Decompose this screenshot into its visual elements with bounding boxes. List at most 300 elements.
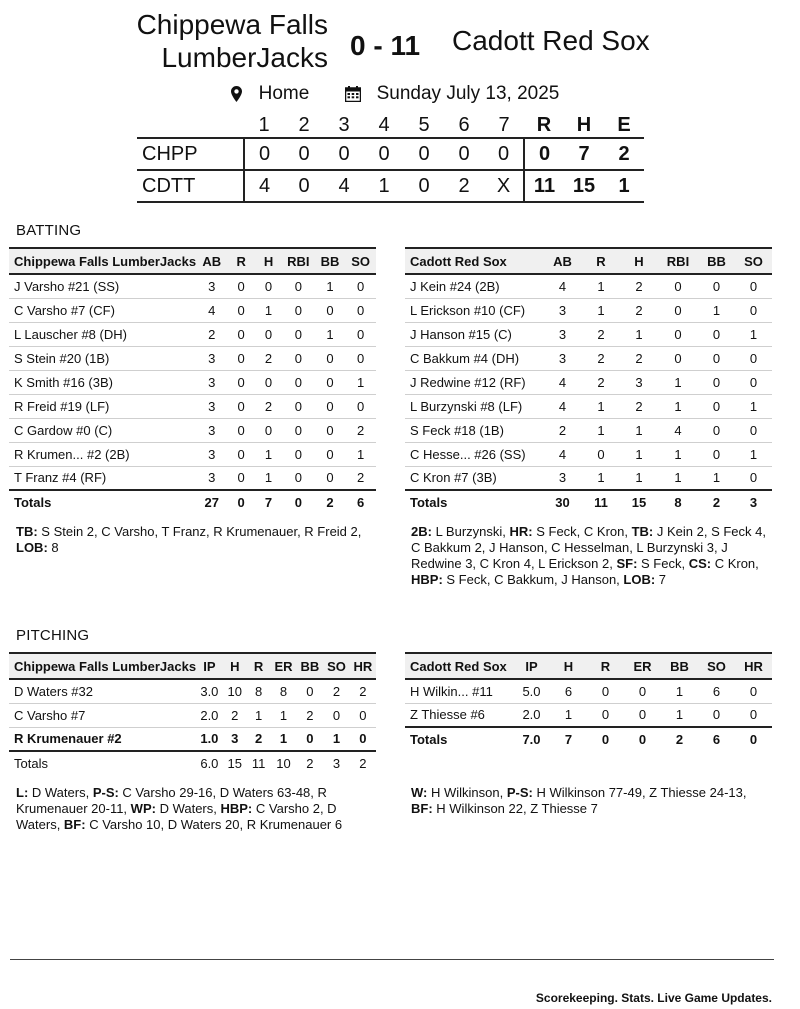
stat-value: 0 (698, 322, 735, 346)
note-label: 2B: (411, 524, 432, 539)
inning-2-header: 2 (298, 113, 310, 136)
stat-value: 1 (550, 703, 587, 727)
table-row (405, 346, 772, 370)
column-header: R (582, 248, 620, 274)
location (231, 83, 320, 105)
stat-value: 4 (543, 370, 582, 394)
stat-value: 0 (315, 418, 346, 442)
final-score: 0 - 11 (350, 30, 421, 61)
stat-value: 0 (698, 274, 735, 298)
stat-value: 0 (282, 370, 315, 394)
stat-value: 0 (698, 394, 735, 418)
player-name: C Varsho #7 (9, 703, 196, 727)
linescore-table (137, 113, 644, 203)
stat-value: 0 (735, 418, 772, 442)
stat-value: 0 (624, 679, 661, 703)
stat-value: 1 (658, 442, 698, 466)
stat-value: 1 (582, 394, 620, 418)
inning-score: 0 (284, 138, 324, 170)
stat-value: 0 (227, 466, 255, 490)
table-row (405, 298, 772, 322)
stat-value: 0 (735, 727, 772, 751)
stat-value: 0 (315, 394, 346, 418)
game-header (0, 8, 800, 78)
linescore-row-away (137, 170, 644, 202)
note-label: TB: (631, 524, 654, 539)
note-text: S Feck, C Bakkum, J Hanson, (442, 572, 624, 587)
player-name: C Bakkum #4 (DH) (405, 346, 543, 370)
note-label: WP: (130, 801, 156, 816)
stat-value: 0 (227, 370, 255, 394)
linescore-team: CDTT (137, 170, 244, 202)
stat-value: 2 (345, 466, 376, 490)
inning-4-header: 4 (378, 113, 390, 136)
note-text: J Kein 2, S Feck 4, C Bakkum 2, J Hanson, C Hesselman, L Burzynski 3, J Redwine 3, C Kron 4, L Erickson 2, (411, 524, 766, 571)
stat-value: 10 (270, 751, 296, 775)
column-header: SO (323, 653, 350, 679)
stat-value: 2 (620, 298, 658, 322)
footer-tagline: Scorekeeping. Stats. Live Game Updates. (535, 991, 772, 1005)
linescore-team: CHPP (137, 138, 244, 170)
linescore-row-home (137, 138, 644, 170)
total-runs: 11 (524, 170, 564, 202)
stat-value: 0 (255, 274, 282, 298)
stat-value: 2 (297, 751, 324, 775)
player-name: J Varsho #21 (SS) (9, 274, 196, 298)
stat-value: 1 (735, 442, 772, 466)
stat-value: 0 (227, 322, 255, 346)
inning-score: 0 (284, 170, 324, 202)
stat-value: 3 (543, 346, 582, 370)
note-label: TB: (16, 524, 38, 539)
player-name: T Franz #4 (RF) (9, 466, 196, 490)
table-row (405, 490, 772, 514)
stat-value: 4 (543, 274, 582, 298)
pitching-notes-away (411, 785, 771, 817)
inning-6-header: 6 (458, 113, 470, 136)
stat-value: 3 (196, 466, 227, 490)
away-team-name: Cadott Red Sox (452, 25, 650, 56)
stat-value: 0 (297, 679, 324, 703)
errors-header: E (617, 113, 631, 136)
player-name: C Varsho #7 (CF) (9, 298, 196, 322)
inning-score: 0 (244, 138, 284, 170)
table-row (9, 466, 376, 490)
player-name: J Redwine #12 (RF) (405, 370, 543, 394)
column-header: R (247, 653, 271, 679)
stat-value: 11 (247, 751, 271, 775)
note-label: SF: (616, 556, 638, 571)
note-label: CS: (688, 556, 712, 571)
column-header: SO (345, 248, 376, 274)
stat-value: 3 (196, 346, 227, 370)
stat-value: 0 (282, 490, 315, 514)
stat-value: 0 (282, 466, 315, 490)
player-name: R Freid #19 (LF) (9, 394, 196, 418)
note-text: H Wilkinson 77-49, Z Thiesse 24-13, (532, 785, 747, 800)
note-text: S Stein 2, C Varsho, T Franz, R Krumenauer, R Freid 2, (37, 524, 362, 539)
stat-value: 1 (247, 703, 271, 727)
stat-value: 0 (345, 274, 376, 298)
stat-value: 0 (735, 298, 772, 322)
stat-value: 2 (255, 346, 282, 370)
date-text: Sunday July 13, 2025 (376, 83, 560, 104)
stat-value: 3 (196, 370, 227, 394)
inning-score: 0 (404, 170, 444, 202)
stat-value: 1 (620, 418, 658, 442)
stat-value: 1 (255, 466, 282, 490)
stat-value: 0 (698, 442, 735, 466)
column-header: BB (661, 653, 698, 679)
stat-value: 0 (624, 727, 661, 751)
stat-value: 0 (582, 442, 620, 466)
stat-value: 1 (661, 679, 698, 703)
stat-value: 0 (345, 298, 376, 322)
stat-value: 1 (735, 394, 772, 418)
table-row (405, 679, 772, 703)
stat-value: 5.0 (513, 679, 550, 703)
note-text: D Waters, (155, 801, 221, 816)
stat-value: 3 (223, 727, 247, 751)
note-label: L: (16, 785, 29, 800)
team-name-header: Chippewa Falls LumberJacks (9, 248, 196, 274)
stat-value: 3 (196, 418, 227, 442)
table-row (9, 394, 376, 418)
stat-value: 1 (582, 466, 620, 490)
stat-value: 3 (735, 490, 772, 514)
stat-value: 1 (345, 442, 376, 466)
stat-value: 7 (255, 490, 282, 514)
note-text: H Wilkinson 22, Z Thiesse 7 (432, 801, 598, 816)
note-text: C Kron, (711, 556, 759, 571)
stat-value: 2 (350, 679, 376, 703)
stat-value: 1 (661, 703, 698, 727)
stat-value: 7.0 (513, 727, 550, 751)
stat-value: 0 (255, 322, 282, 346)
table-row (9, 418, 376, 442)
player-name: L Burzynski #8 (LF) (405, 394, 543, 418)
stat-value: 2 (698, 490, 735, 514)
stat-value: 1 (698, 466, 735, 490)
stat-value: 0 (735, 466, 772, 490)
stat-value: 0 (698, 346, 735, 370)
column-header: H (620, 248, 658, 274)
stat-value: 10 (223, 679, 247, 703)
stat-value: 2 (345, 418, 376, 442)
column-header: BB (297, 653, 324, 679)
stat-value: 2.0 (513, 703, 550, 727)
stat-value: 1 (658, 466, 698, 490)
stat-value: 0 (735, 703, 772, 727)
stat-value: 0 (698, 418, 735, 442)
stat-value: 0 (587, 703, 624, 727)
pitching-table-away (405, 652, 772, 751)
player-name: Z Thiesse #6 (405, 703, 513, 727)
stat-value: 0 (735, 346, 772, 370)
linescore-header (137, 113, 644, 138)
table-row (405, 274, 772, 298)
table-row (405, 466, 772, 490)
stat-value: 1 (323, 727, 350, 751)
player-name: Totals (9, 490, 196, 514)
note-label: LOB: (16, 540, 48, 555)
column-header: ER (624, 653, 661, 679)
stat-value: 0 (227, 274, 255, 298)
location-text: Home (258, 83, 310, 104)
stat-value: 0 (658, 346, 698, 370)
inning-score: 4 (244, 170, 284, 202)
stat-value: 2 (323, 679, 350, 703)
batting-table-home (9, 247, 376, 514)
stat-value: 2 (620, 394, 658, 418)
stat-value: 27 (196, 490, 227, 514)
column-header: RBI (658, 248, 698, 274)
stat-value: 4 (196, 298, 227, 322)
inning-score: 0 (484, 138, 524, 170)
column-header: HR (735, 653, 772, 679)
stat-value: 0 (255, 370, 282, 394)
player-name: S Feck #18 (1B) (405, 418, 543, 442)
note-text: C Varsho 29-16, D Waters 63-48, R Krumenauer 20-11, (16, 785, 327, 816)
stat-value: 0 (282, 346, 315, 370)
player-name: C Hesse... #26 (SS) (405, 442, 543, 466)
note-text: C Varsho 2, D Waters, (16, 801, 337, 832)
inning-3-header: 3 (338, 113, 350, 136)
stat-value: 0 (698, 703, 735, 727)
column-header: SO (735, 248, 772, 274)
team-name-header: Chippewa Falls LumberJacks (9, 653, 196, 679)
note-label: P-S: (92, 785, 119, 800)
column-header: RBI (282, 248, 315, 274)
stat-value: 1 (620, 322, 658, 346)
inning-score: X (484, 170, 524, 202)
column-header: BB (698, 248, 735, 274)
column-header: H (550, 653, 587, 679)
stat-value: 0 (282, 274, 315, 298)
stat-value: 8 (270, 679, 296, 703)
inning-score: 1 (364, 170, 404, 202)
stat-value: 6.0 (196, 751, 223, 775)
stat-value: 0 (345, 346, 376, 370)
stat-value: 0 (255, 418, 282, 442)
table-row (9, 322, 376, 346)
stat-value: 1 (582, 274, 620, 298)
table-row (9, 679, 376, 703)
column-header: H (223, 653, 247, 679)
stat-value: 2 (247, 727, 271, 751)
note-text: L Burzynski, (431, 524, 510, 539)
stat-value: 2 (620, 346, 658, 370)
stat-value: 2 (350, 751, 376, 775)
player-name: Totals (405, 490, 543, 514)
batting-header-row (405, 248, 772, 274)
stat-value: 1 (582, 418, 620, 442)
batting-notes-away (411, 524, 771, 588)
stat-value: 0 (735, 370, 772, 394)
note-label: BF: (411, 801, 433, 816)
stat-value: 0 (698, 370, 735, 394)
stat-value: 0 (658, 298, 698, 322)
column-header: R (587, 653, 624, 679)
batting-table-away (405, 247, 772, 514)
note-text: D Waters, (28, 785, 93, 800)
stat-value: 0 (227, 298, 255, 322)
note-text: C Varsho 10, D Waters 20, R Krumenauer 6 (85, 817, 343, 832)
stat-value: 6 (550, 679, 587, 703)
stat-value: 0 (658, 274, 698, 298)
stat-value: 0 (227, 346, 255, 370)
column-header: IP (513, 653, 550, 679)
column-header: ER (270, 653, 296, 679)
stat-value: 15 (620, 490, 658, 514)
stat-value: 1.0 (196, 727, 223, 751)
stat-value: 2 (661, 727, 698, 751)
stat-value: 0 (323, 703, 350, 727)
runs-header: R (536, 113, 552, 136)
stat-value: 2 (196, 322, 227, 346)
stat-value: 3 (196, 394, 227, 418)
column-header: H (255, 248, 282, 274)
stat-value: 0 (227, 394, 255, 418)
stat-value: 7 (550, 727, 587, 751)
pitching-notes-home (16, 785, 378, 833)
stat-value: 6 (698, 727, 735, 751)
inning-score: 0 (324, 138, 364, 170)
column-header: R (227, 248, 255, 274)
stat-value: 0 (227, 442, 255, 466)
player-name: H Wilkin... #11 (405, 679, 513, 703)
stat-value: 1 (345, 370, 376, 394)
stat-value: 2 (582, 346, 620, 370)
stat-value: 0 (315, 346, 346, 370)
table-row (9, 727, 376, 751)
total-hits: 7 (564, 138, 604, 170)
table-row (405, 322, 772, 346)
stat-value: 0 (735, 274, 772, 298)
column-header: AB (543, 248, 582, 274)
player-name: C Kron #7 (3B) (405, 466, 543, 490)
stat-value: 0 (350, 703, 376, 727)
pitching-header-row (9, 653, 376, 679)
player-name: J Hanson #15 (C) (405, 322, 543, 346)
stat-value: 2 (255, 394, 282, 418)
inning-score: 0 (404, 138, 444, 170)
inning-score: 0 (444, 138, 484, 170)
note-text: 8 (47, 540, 59, 555)
stat-value: 11 (582, 490, 620, 514)
pitching-table-home (9, 652, 376, 775)
player-name: L Erickson #10 (CF) (405, 298, 543, 322)
total-hits: 15 (564, 170, 604, 202)
stat-value: 3 (543, 322, 582, 346)
total-runs: 0 (524, 138, 564, 170)
inning-score: 2 (444, 170, 484, 202)
pitching-section-title: PITCHING (16, 627, 90, 644)
table-row (9, 298, 376, 322)
stat-value: 0 (315, 466, 346, 490)
stat-value: 3 (620, 370, 658, 394)
note-text: S Feck, (637, 556, 689, 571)
table-row (9, 442, 376, 466)
table-row (9, 751, 376, 775)
column-header: BB (315, 248, 346, 274)
stat-value: 0 (345, 322, 376, 346)
stat-value: 30 (543, 490, 582, 514)
stat-value: 1 (620, 466, 658, 490)
stat-value: 4 (543, 394, 582, 418)
player-name: K Smith #16 (3B) (9, 370, 196, 394)
player-name: Totals (405, 727, 513, 751)
table-row (9, 703, 376, 727)
table-row (9, 346, 376, 370)
stat-value: 3 (196, 274, 227, 298)
table-row (405, 703, 772, 727)
table-row (9, 274, 376, 298)
game-date (345, 83, 570, 105)
player-name: Totals (9, 751, 196, 775)
stat-value: 1 (698, 298, 735, 322)
note-label: LOB: (623, 572, 656, 587)
stat-value: 2 (582, 370, 620, 394)
note-label: HBP: (220, 801, 253, 816)
player-name: R Krumen... #2 (2B) (9, 442, 196, 466)
stat-value: 1 (255, 442, 282, 466)
home-team-line2: LumberJacks (161, 42, 328, 73)
stat-value: 2 (582, 322, 620, 346)
column-header: SO (698, 653, 735, 679)
player-name: R Krumenauer #2 (9, 727, 196, 751)
stat-value: 2 (223, 703, 247, 727)
stat-value: 0 (315, 370, 346, 394)
stat-value: 3 (323, 751, 350, 775)
table-row (405, 727, 772, 751)
stat-value: 0 (735, 679, 772, 703)
player-name: L Lauscher #8 (DH) (9, 322, 196, 346)
stat-value: 1 (658, 370, 698, 394)
player-name: S Stein #20 (1B) (9, 346, 196, 370)
table-row (405, 418, 772, 442)
map-pin-icon (231, 86, 242, 102)
stat-value: 0 (658, 322, 698, 346)
batting-notes-home (16, 524, 378, 556)
stat-value: 1 (270, 703, 296, 727)
stat-value: 2 (297, 703, 324, 727)
stat-value: 3 (543, 298, 582, 322)
player-name: C Gardow #0 (C) (9, 418, 196, 442)
inning-1-header: 1 (258, 113, 270, 136)
stat-value: 8 (247, 679, 271, 703)
stat-value: 1 (735, 322, 772, 346)
game-meta (0, 83, 800, 108)
total-errors: 2 (604, 138, 644, 170)
stat-value: 0 (227, 418, 255, 442)
stat-value: 1 (270, 727, 296, 751)
home-team-line1: Chippewa Falls (136, 9, 328, 40)
stat-value: 3 (196, 442, 227, 466)
stat-value: 1 (620, 442, 658, 466)
table-row (405, 370, 772, 394)
inning-score: 4 (324, 170, 364, 202)
stat-value: 3 (543, 466, 582, 490)
stat-value: 0 (587, 679, 624, 703)
stat-value: 2 (315, 490, 346, 514)
stat-value: 0 (315, 442, 346, 466)
column-header: IP (196, 653, 223, 679)
stat-value: 1 (255, 298, 282, 322)
note-label: P-S: (506, 785, 533, 800)
stat-value: 4 (543, 442, 582, 466)
note-text: 7 (655, 572, 667, 587)
